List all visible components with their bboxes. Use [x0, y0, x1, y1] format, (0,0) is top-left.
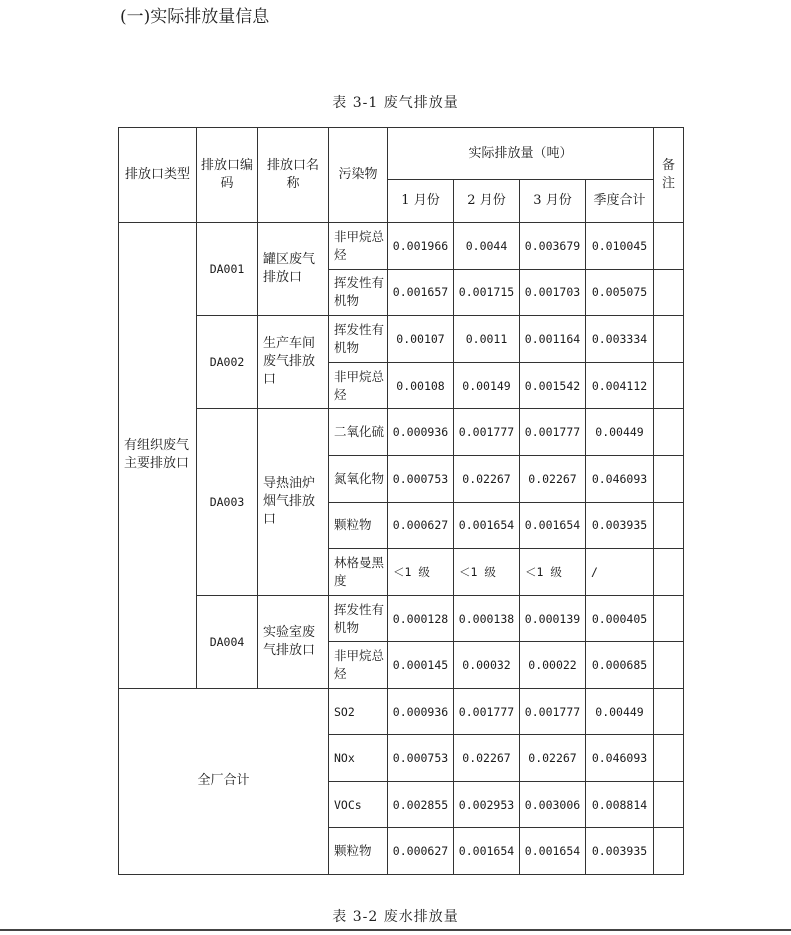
- month3-cell: 0.02267: [520, 455, 586, 502]
- month2-cell: 0.001654: [454, 502, 520, 549]
- month2-cell: ＜1 级: [454, 549, 520, 596]
- month1-cell: 0.001966: [388, 223, 454, 270]
- total-cell: 0.046093: [586, 455, 654, 502]
- month2-cell: 0.0011: [454, 316, 520, 363]
- pollutant-cell: 二氧化硫: [329, 409, 388, 456]
- outlet-name: 导热油炉烟气排放口: [258, 409, 329, 595]
- outlet-code: DA004: [197, 595, 258, 688]
- remark-cell: [654, 455, 684, 502]
- header-remark: 备注: [654, 128, 684, 223]
- remark-cell: [654, 362, 684, 409]
- month2-cell: 0.00032: [454, 642, 520, 689]
- outlet-code: DA003: [197, 409, 258, 595]
- month3-cell: 0.001777: [520, 409, 586, 456]
- pollutant-cell: NOx: [329, 735, 388, 782]
- month3-cell: 0.02267: [520, 735, 586, 782]
- plant-total-label: 全厂合计: [119, 688, 329, 874]
- table-row: [119, 223, 684, 270]
- month2-cell: 0.001654: [454, 828, 520, 875]
- month1-cell: 0.001657: [388, 269, 454, 316]
- page-bottom-rule: [0, 929, 791, 931]
- pollutant-cell: 非甲烷总烃: [329, 642, 388, 689]
- month1-cell: 0.000936: [388, 688, 454, 735]
- header-outlet-type: 排放口类型: [119, 128, 197, 223]
- total-cell: 0.004112: [586, 362, 654, 409]
- remark-cell: [654, 316, 684, 363]
- month2-cell: 0.001777: [454, 688, 520, 735]
- pollutant-cell: 非甲烷总烃: [329, 362, 388, 409]
- month3-cell: 0.001164: [520, 316, 586, 363]
- total-cell: 0.010045: [586, 223, 654, 270]
- remark-cell: [654, 828, 684, 875]
- month3-cell: 0.001654: [520, 828, 586, 875]
- total-cell: 0.00449: [586, 409, 654, 456]
- total-cell: 0.005075: [586, 269, 654, 316]
- month3-cell: 0.001654: [520, 502, 586, 549]
- total-cell: 0.000685: [586, 642, 654, 689]
- pollutant-cell: 颗粒物: [329, 828, 388, 875]
- month2-cell: 0.001777: [454, 409, 520, 456]
- total-cell: 0.003935: [586, 828, 654, 875]
- header-outlet-code: 排放口编码: [197, 128, 258, 223]
- month3-cell: 0.003679: [520, 223, 586, 270]
- month2-cell: 0.001715: [454, 269, 520, 316]
- pollutant-cell: 氮氧化物: [329, 455, 388, 502]
- month2-cell: 0.02267: [454, 735, 520, 782]
- header-actual-emission: 实际排放量（吨）: [388, 128, 654, 180]
- pollutant-cell: 挥发性有机物: [329, 269, 388, 316]
- total-cell: /: [586, 549, 654, 596]
- total-cell: 0.008814: [586, 781, 654, 828]
- pollutant-cell: 林格曼黑度: [329, 549, 388, 596]
- month2-cell: 0.000138: [454, 595, 520, 642]
- month1-cell: ＜1 级: [388, 549, 454, 596]
- month3-cell: 0.003006: [520, 781, 586, 828]
- total-cell: 0.00449: [586, 688, 654, 735]
- remark-cell: [654, 549, 684, 596]
- month1-cell: 0.000936: [388, 409, 454, 456]
- total-cell: 0.000405: [586, 595, 654, 642]
- pollutant-cell: 挥发性有机物: [329, 316, 388, 363]
- next-table-caption: 表 3-2 废水排放量: [332, 909, 459, 925]
- remark-cell: [654, 781, 684, 828]
- table-row: [119, 595, 684, 642]
- pollutant-cell: SO2: [329, 688, 388, 735]
- header-month-3: 3 月份: [520, 180, 586, 223]
- month2-cell: 0.02267: [454, 455, 520, 502]
- month1-cell: 0.000753: [388, 455, 454, 502]
- header-month-2: 2 月份: [454, 180, 520, 223]
- remark-cell: [654, 409, 684, 456]
- month3-cell: 0.001777: [520, 688, 586, 735]
- month1-cell: 0.00107: [388, 316, 454, 363]
- pollutant-cell: 非甲烷总烃: [329, 223, 388, 270]
- table-row: [119, 688, 684, 735]
- month1-cell: 0.00108: [388, 362, 454, 409]
- outlet-code: DA002: [197, 316, 258, 409]
- month2-cell: 0.00149: [454, 362, 520, 409]
- remark-cell: [654, 735, 684, 782]
- month1-cell: 0.000128: [388, 595, 454, 642]
- month3-cell: 0.000139: [520, 595, 586, 642]
- outlet-group: 有组织废气主要排放口: [119, 223, 197, 689]
- remark-cell: [654, 223, 684, 270]
- pollutant-cell: 挥发性有机物: [329, 595, 388, 642]
- month3-cell: 0.001703: [520, 269, 586, 316]
- table-row: [119, 409, 684, 456]
- total-cell: 0.003334: [586, 316, 654, 363]
- remark-cell: [654, 595, 684, 642]
- remark-cell: [654, 502, 684, 549]
- header-month-1: 1 月份: [388, 180, 454, 223]
- total-cell: 0.046093: [586, 735, 654, 782]
- month1-cell: 0.000627: [388, 828, 454, 875]
- pollutant-cell: VOCs: [329, 781, 388, 828]
- month3-cell: ＜1 级: [520, 549, 586, 596]
- pollutant-cell: 颗粒物: [329, 502, 388, 549]
- month1-cell: 0.002855: [388, 781, 454, 828]
- remark-cell: [654, 688, 684, 735]
- emissions-table: [118, 127, 684, 875]
- month1-cell: 0.000145: [388, 642, 454, 689]
- table-row: [119, 316, 684, 363]
- month3-cell: 0.00022: [520, 642, 586, 689]
- outlet-name: 生产车间废气排放口: [258, 316, 329, 409]
- total-cell: 0.003935: [586, 502, 654, 549]
- section-heading: (一)实际排放量信息: [120, 7, 270, 27]
- outlet-code: DA001: [197, 223, 258, 316]
- month1-cell: 0.000753: [388, 735, 454, 782]
- header-pollutant: 污染物: [329, 128, 388, 223]
- outlet-name: 罐区废气排放口: [258, 223, 329, 316]
- month2-cell: 0.0044: [454, 223, 520, 270]
- month2-cell: 0.002953: [454, 781, 520, 828]
- header-outlet-name: 排放口名称: [258, 128, 329, 223]
- outlet-name: 实验室废气排放口: [258, 595, 329, 688]
- month3-cell: 0.001542: [520, 362, 586, 409]
- table-caption: 表 3-1 废气排放量: [332, 95, 459, 111]
- remark-cell: [654, 269, 684, 316]
- month1-cell: 0.000627: [388, 502, 454, 549]
- header-quarter-total: 季度合计: [586, 180, 654, 223]
- remark-cell: [654, 642, 684, 689]
